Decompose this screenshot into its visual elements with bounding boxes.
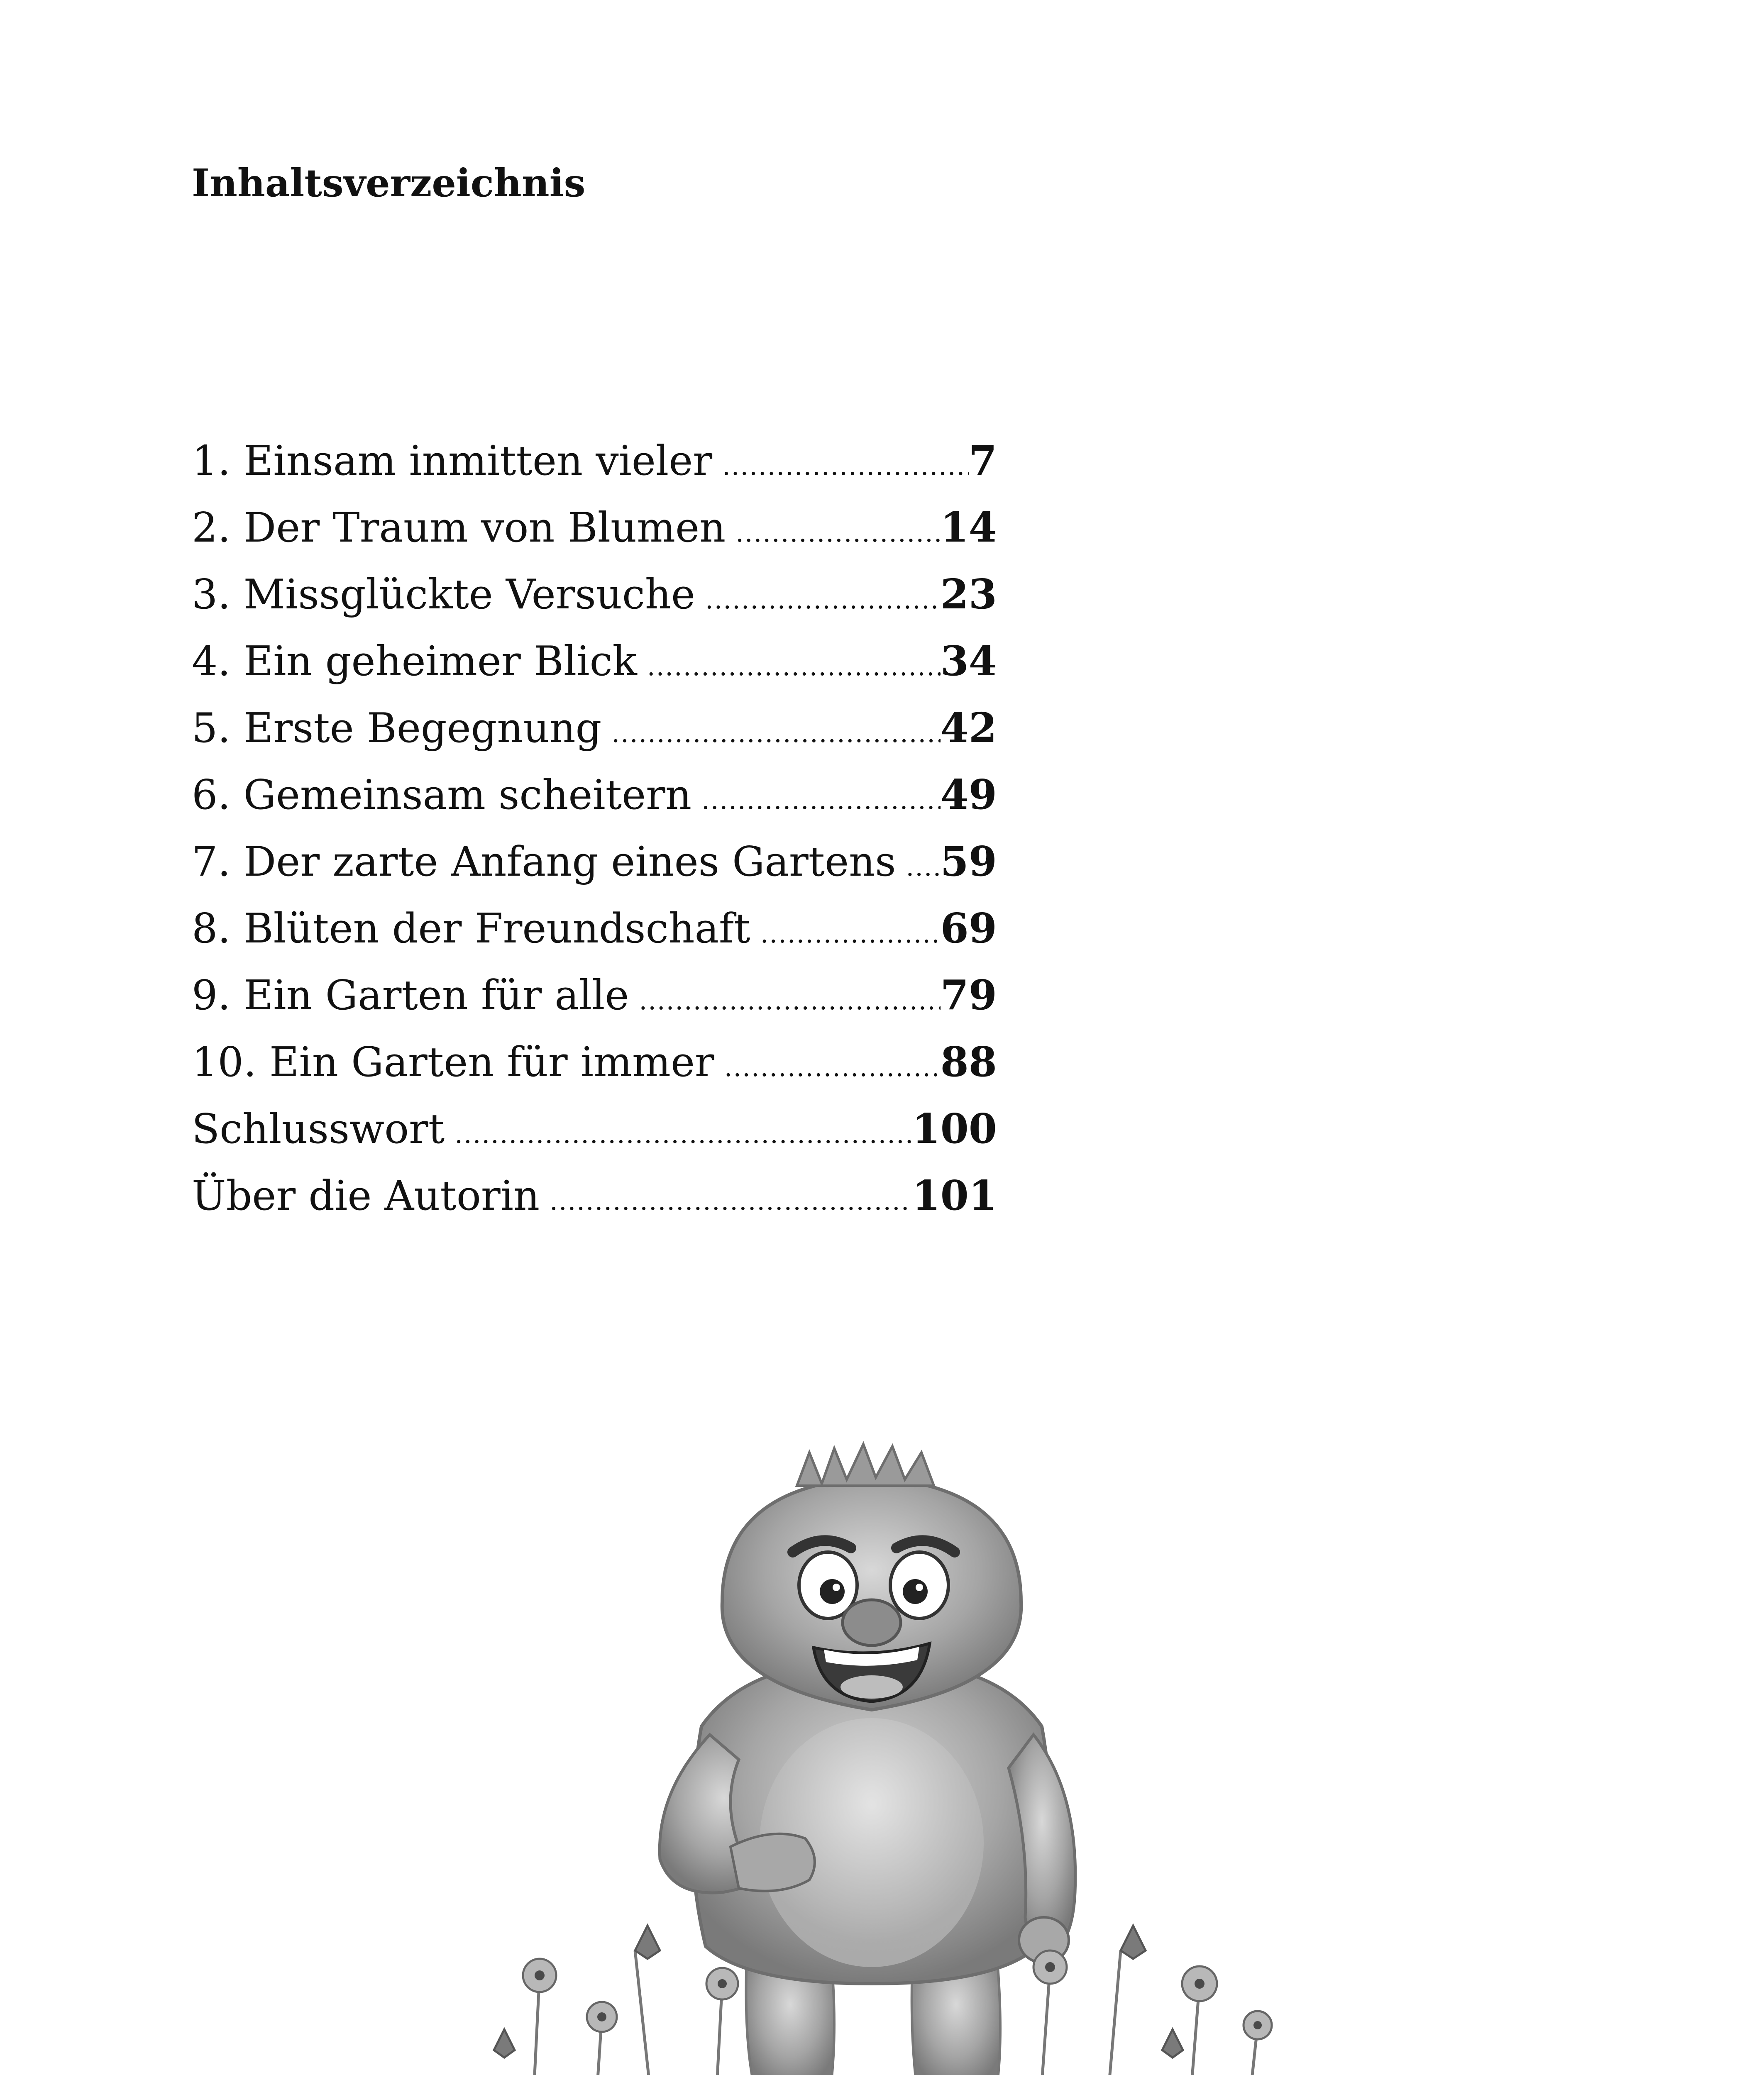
toc-entry[interactable] <box>192 1029 997 1096</box>
toc-entry-page: 69 <box>940 905 997 952</box>
toc-entry-title: 8. Blüten der Freundschaft <box>192 905 750 952</box>
toc-entry-page: 49 <box>940 771 997 819</box>
toc-entry-page: 42 <box>940 704 997 752</box>
toc-entry-page: 88 <box>940 1038 997 1086</box>
toc-entry[interactable] <box>192 1096 997 1162</box>
toc-entry-page: 100 <box>912 1105 997 1153</box>
toc-leader-dots <box>611 700 940 767</box>
toc-entry-title: 2. Der Traum von Blumen <box>192 504 726 552</box>
toc-entry[interactable] <box>192 695 997 762</box>
toc-leader-dots <box>454 1101 912 1167</box>
toc-entry[interactable] <box>192 895 997 962</box>
toc-entry[interactable] <box>192 828 997 895</box>
monster-illustration <box>457 1428 1303 2075</box>
toc-entry[interactable] <box>192 962 997 1029</box>
toc-entry-title: 7. Der zarte Anfang eines Gartens <box>192 838 896 886</box>
toc-entry-title: 9. Ein Garten für alle <box>192 972 629 1019</box>
toc-leader-dots <box>722 432 969 499</box>
toc-leader-dots <box>639 967 941 1034</box>
toc-entry-page: 79 <box>940 972 997 1019</box>
toc-entry-title: 5. Erste Begegnung <box>192 705 602 752</box>
toc-leader-dots <box>906 833 940 900</box>
toc-entry-title: 4. Ein geheimer Blick <box>192 638 637 685</box>
toc-entry-title: Schlusswort <box>192 1106 445 1153</box>
toc-entry-page: 23 <box>940 571 997 618</box>
toc-entry[interactable] <box>192 494 997 561</box>
toc-leader-dots <box>701 767 941 833</box>
toc-entry-page: 34 <box>940 637 997 685</box>
toc-entry[interactable] <box>192 1162 997 1229</box>
page-title: Inhaltsverzeichnis <box>192 161 586 205</box>
toc-leader-dots <box>550 1167 912 1234</box>
toc-entry-page: 14 <box>940 504 997 552</box>
toc-entry[interactable] <box>192 427 997 494</box>
toc-entry[interactable] <box>192 762 997 828</box>
toc-entry[interactable] <box>192 628 997 695</box>
toc-entry[interactable] <box>192 561 997 628</box>
toc-leader-dots <box>647 633 941 700</box>
toc-entry-page: 59 <box>940 838 997 886</box>
toc-entry-title: 6. Gemeinsam scheitern <box>192 771 692 819</box>
toc-leader-dots <box>735 499 940 566</box>
toc-leader-dots <box>760 900 941 967</box>
toc-entry-title: Über die Autorin <box>192 1172 540 1220</box>
table-of-contents <box>192 427 997 1229</box>
toc-entry-title: 10. Ein Garten für immer <box>192 1039 714 1086</box>
toc-entry-page: 101 <box>912 1172 997 1220</box>
toc-entry-page: 7 <box>968 437 997 485</box>
toc-entry-title: 3. Missglückte Versuche <box>192 571 695 618</box>
toc-leader-dots <box>705 566 941 633</box>
toc-entry-title: 1. Einsam inmitten vieler <box>192 437 713 485</box>
toc-leader-dots <box>724 1034 941 1101</box>
